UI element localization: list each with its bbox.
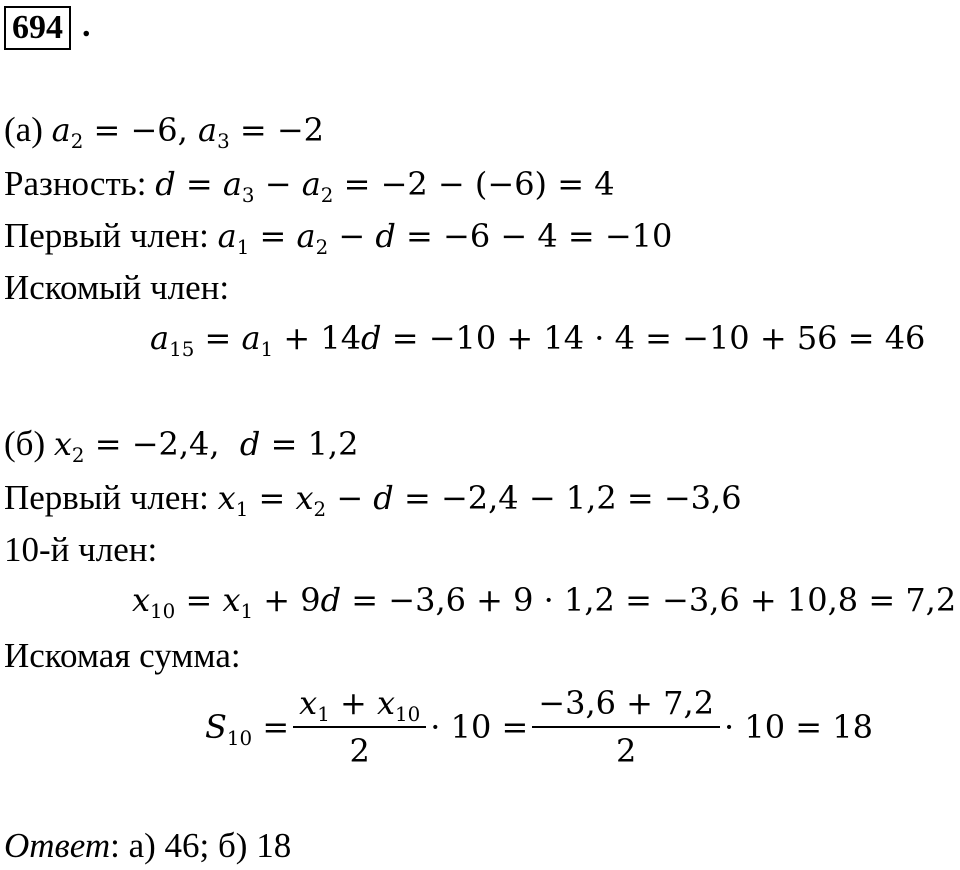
part-b-first-term [4, 476, 742, 520]
sum-label: Искомая сумма: [4, 636, 241, 675]
part-b-given [4, 422, 358, 466]
part-a-given [4, 108, 324, 152]
difference-label: Разность: [4, 164, 147, 203]
problem-number-dot: . [82, 7, 91, 44]
tenth-term-formula: $x_{10} = x_1 + 9d = -3,6 + 9 \cdot 1,2 = -3,6 + 10,8 = 7,2$ [132, 581, 957, 623]
part-a-label: (а) [4, 110, 43, 149]
part-a-first-term [4, 214, 672, 258]
tenth-term-label: 10-й член: [4, 530, 158, 569]
part-b-given-math: $x_2 = -2,4$, d = 1,2 [53, 425, 359, 467]
first-term-formula-b: $x_1 = x_2 - d = -2,4 - 1,2 = -3,6$ [217, 479, 742, 521]
problem-number: 694 [4, 6, 71, 50]
first-term-formula-a: $a_1 = a_2 - d = -6 - 4 = -10$ [217, 217, 673, 259]
sum-formula: $S_{10}$ = $\frac{x_1 + x_{10}}{2}$ · 10 = $\frac{-3,6 + 7,2}{2}$ · 10 = 18 [205, 684, 873, 770]
difference-formula: $d = a_3 - a_2 = -2 - (-6) = 4$ [155, 165, 615, 207]
answer-label: Ответ [4, 826, 111, 865]
part-a-difference [4, 162, 615, 206]
part-a-given-math: $a_2 = -6$, $a_3 = -2$ [51, 111, 325, 153]
first-term-label-a: Первый член: [4, 216, 209, 255]
answer-line [4, 824, 291, 868]
first-term-label-b: Первый член: [4, 478, 209, 517]
part-b-label: (б) [4, 424, 46, 463]
answer-text: : а) 46; б) 18 [110, 826, 292, 865]
fraction-numeric: $\frac{-3,6 + 7,2}{2}$ [532, 684, 720, 770]
sought-term-formula: $a_{15} = a_1 + 14d = -10 + 14 \cdot 4 = -10 + 56 = 46$ [150, 319, 926, 361]
sought-term-label: Искомый член: [4, 268, 230, 307]
fraction-general: $\frac{x_1 + x_{10}}{2}$ [293, 684, 426, 770]
